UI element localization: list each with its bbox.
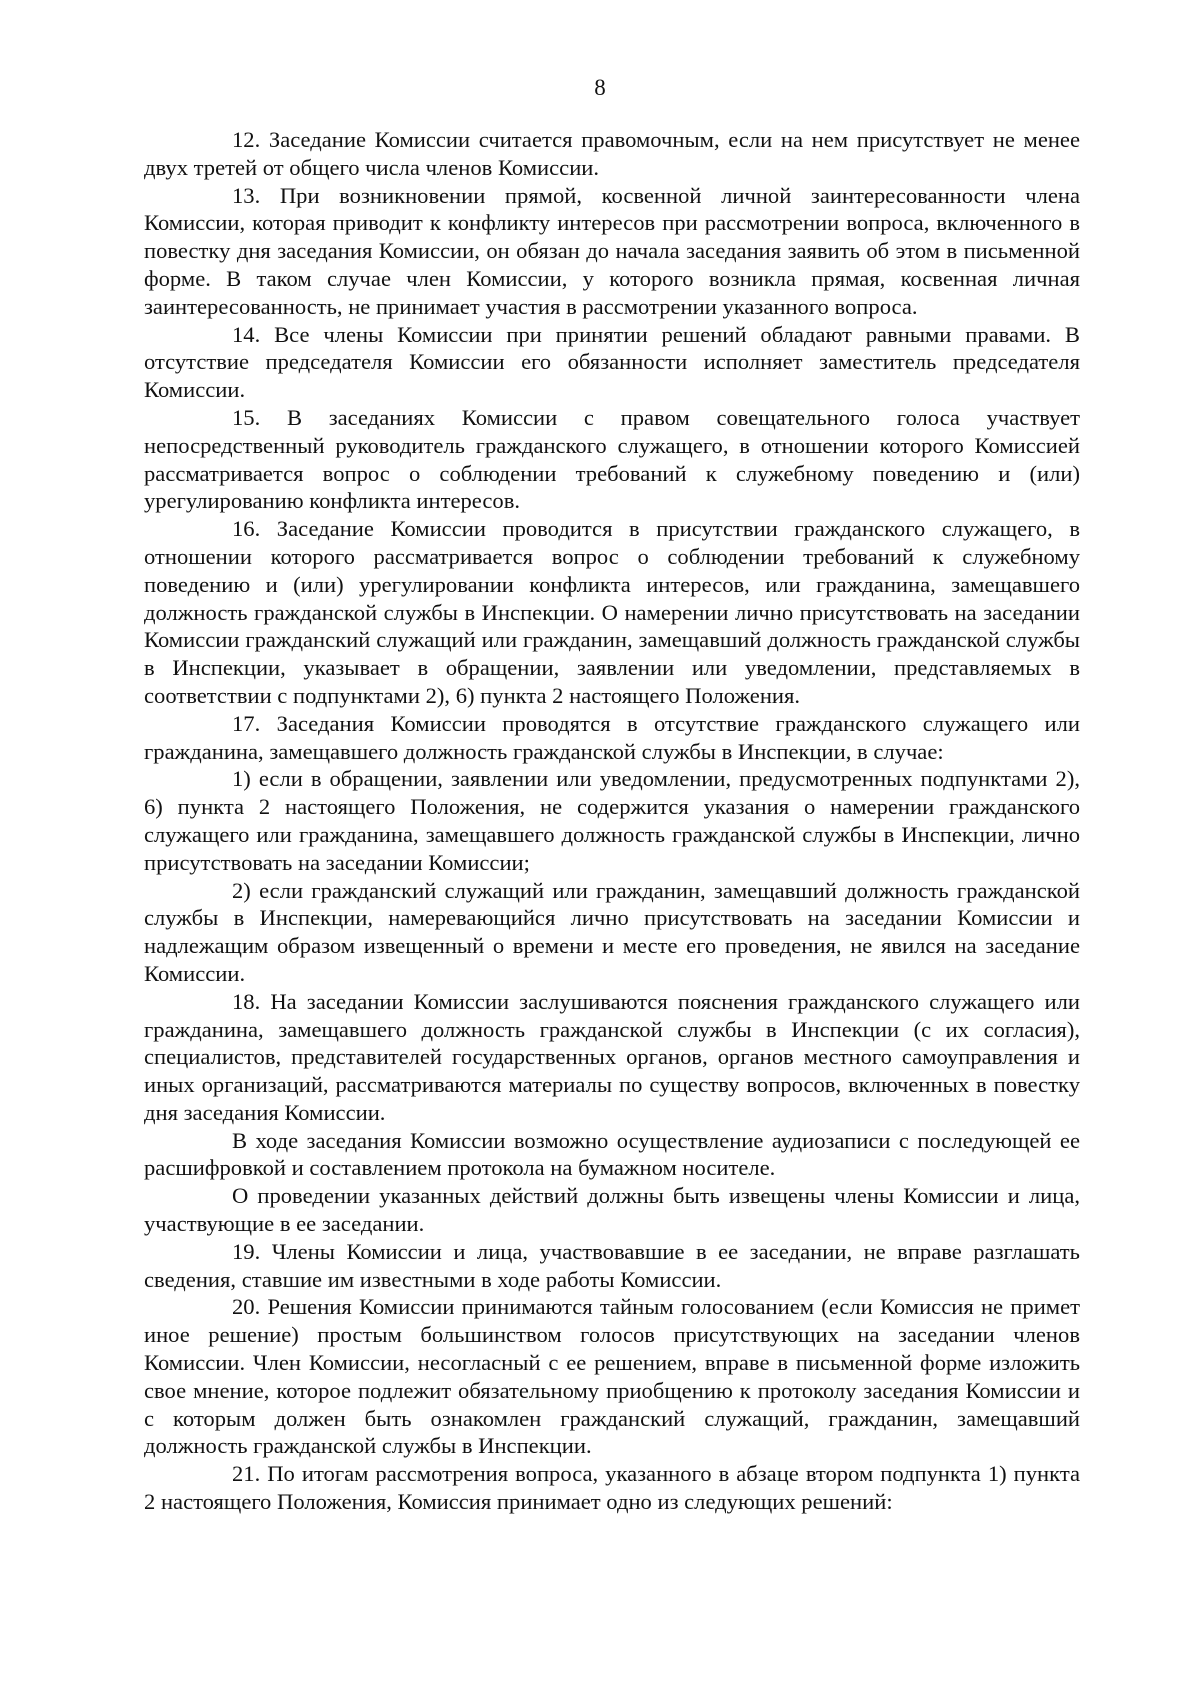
- paragraph-13: 13. При возникновении прямой, косвенной личной заинтересованности члена Комиссии, которая приводит к конфликту интересов при рассмотрении вопроса, включенного в повестку дня заседания Комиссии, он обязан до начала заседания заявить об этом в письменной форме. В таком случае член Комиссии, у которого возникла прямая, косвенная личная заинтересованность, не принимает участия в рассмотрении указанного вопроса.: [144, 182, 1080, 319]
- paragraph-18-notice: О проведении указанных действий должны быть извещены члены Комиссии и лица, участвующие в ее заседании.: [144, 1183, 1080, 1237]
- paragraph-15: 15. В заседаниях Комиссии с правом совещательного голоса участвует непосредственный руководитель гражданского служащего, в отношении которого Комиссией рассматривается вопрос о соблюдении требований к служебному поведению и (или) урегулированию конфликта интересов.: [144, 404, 1080, 514]
- paragraph-20: 20. Решения Комиссии принимаются тайным голосованием (если Комиссия не примет иное решение) простым большинством голосов присутствующих на заседании членов Комиссии. Член Комиссии, несогласный с ее решением, вправе в письменной форме изложить свое мнение, которое подлежит обязательному приобщению к протоколу заседания Комиссии и с которым должен быть ознакомлен гражданский служащий, гражданин, замещавший должность гражданской службы в Инспекции.: [144, 1294, 1080, 1459]
- paragraph-18: 18. На заседании Комиссии заслушиваются пояснения гражданского служащего или гражданина, замещавшего должность гражданской службы в Инспекции (с их согласия), специалистов, представителей государственных органов, органов местного самоуправления и иных организаций, рассматриваются материалы по существу вопросов, включенных в повестку дня заседания Комиссии.: [144, 988, 1080, 1125]
- paragraph-19: 19. Члены Комиссии и лица, участвовавшие в ее заседании, не вправе разглашать сведения, ставшие им известными в ходе работы Комиссии.: [144, 1238, 1080, 1292]
- document-body: [144, 126, 1080, 1516]
- paragraph-17: 17. Заседания Комиссии проводятся в отсутствие гражданского служащего или гражданина, замещавшего должность гражданской службы в Инспекции, в случае:: [144, 710, 1080, 764]
- paragraph-14: 14. Все члены Комиссии при принятии решений обладают равными правами. В отсутствие председателя Комиссии его обязанности исполняет заместитель председателя Комиссии.: [144, 321, 1080, 403]
- paragraph-17-item-2: 2) если гражданский служащий или гражданин, замещавший должность гражданской службы в Инспекции, намеревающийся лично присутствовать на заседании Комиссии и надлежащим образом извещенный о времени и месте его проведения, не явился на заседание Комиссии.: [144, 877, 1080, 986]
- page-number: 8: [594, 75, 606, 100]
- paragraph-18-audio: В ходе заседания Комиссии возможно осуществление аудиозаписи с последующей ее расшифровкой и составлением протокола на бумажном носителе.: [144, 1127, 1080, 1181]
- paragraph-12: 12. Заседание Комиссии считается правомочным, если на нем присутствует не менее двух третей от общего числа членов Комиссии.: [144, 127, 1080, 180]
- paragraph-17-item-1: 1) если в обращении, заявлении или уведомлении, предусмотренных подпунктами 2), 6) пункта 2 настоящего Положения, не содержится указания о намерении гражданского служащего или гражданина, замещавшего должность гражданской службы в Инспекции, лично присутствовать на заседании Комиссии;: [144, 766, 1080, 875]
- paragraph-16: 16. Заседание Комиссии проводится в присутствии гражданского служащего, в отношении которого рассматривается вопрос о соблюдении требований к служебному поведению и (или) урегулировании конфликта интересов, или гражданина, замещавшего должность гражданской службы в Инспекции. О намерении лично присутствовать на заседании Комиссии гражданский служащий или гражданин, замещавший должность гражданской службы в Инспекции, указывает в обращении, заявлении или уведомлении, представляемых в соответствии с подпунктами 2), 6) пункта 2 настоящего Положения.: [144, 516, 1080, 708]
- paragraph-21: 21. По итогам рассмотрения вопроса, указанного в абзаце втором подпункта 1) пункта 2 настоящего Положения, Комиссия принимает одно из следующих решений:: [144, 1461, 1080, 1515]
